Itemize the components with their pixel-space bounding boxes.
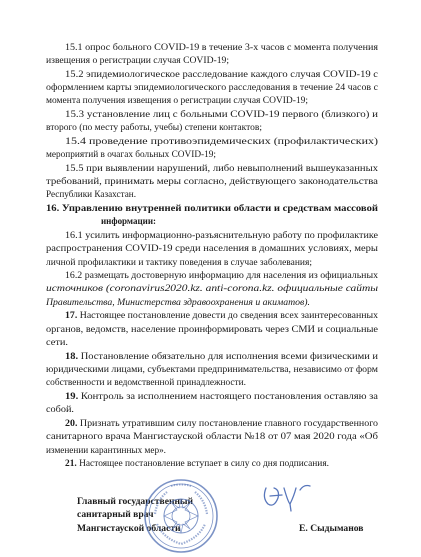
text-line: 15.5 при выявлении нарушений, либо невыполнений вышеуказанных [65,163,378,174]
text-line: извещения о регистрации случая COVID-19; [46,55,229,66]
text-line: 21. Настоящее постановление вступает в силу со дня подписания. [65,458,329,469]
text-line: собственности и ведомственной принадлежности. [46,377,246,388]
text-line: 15.4 проведение противоэпидемических (профилактических) [65,136,378,147]
text-line: изменении карантинных мер». [46,445,166,456]
official-seal-icon [143,478,219,554]
text-line: момента получения извещения о регистрации случая COVID-19; [46,95,308,106]
signature-title-line-2: санитарный врач [77,509,154,520]
text-line: 15.2 эпидемиологическое расследование каждого случая COVID-19 с [65,69,378,80]
text-line: сети. [46,337,68,348]
text-line: 16. Управлению внутренней политики области и средствам массовой [46,203,378,214]
text-line: органов, ведомств, население проинформировать через СМИ и социальные [46,324,379,335]
text-line: второго (по месту работы, учебы) степени контактов; [46,122,262,133]
text-line: 16.2 размещать достоверную информацию для населения из официальных [65,270,379,281]
clause-number: 17. [65,310,78,321]
text-line: собой. [46,404,74,415]
text-line: санитарного врача Мангистауской области №18 от 07 мая 2020 года «Об [46,431,378,442]
text-line: распространения COVID-19 среди населения в домашних условиях, меры [46,243,378,254]
text-line: 16.1 усилить информационно-разъяснительную работу по профилактике [65,230,378,241]
text-line: юридическими лицами, субъектами предпринимательства, независимо от форм [46,364,378,375]
clause-number: 20. [65,418,78,429]
clause-number: 19. [65,391,79,402]
text-line: 15.3 установление лиц с больными COVID-19 первого (близкого) и [65,109,378,120]
text-line: 17. Настоящее постановление довести до сведения всех заинтересованных [65,310,379,321]
signer-name: Е. Сыдыманов [299,523,364,534]
text-line: Республики Казахстан. [46,189,136,200]
text-line: 19. Контроль за исполнением настоящего постановления оставляю за [65,391,378,402]
text-line: мероприятий в очагах больных COVID-19; [46,149,216,160]
signature-title-line-3: Мангистауской области [77,523,181,534]
text-line: Правительства, Министерства здравоохранения и акиматов). [46,297,310,308]
text-line: требований, принимать меры согласно, действующего законодательства [46,176,378,187]
text-line: оформлением карты эпидемиологического расследования в течение 24 часов с [46,82,378,93]
handwritten-signature-icon [260,478,318,514]
text-line: 20. Признать утратившим силу постановление главного государственного [65,418,378,429]
text-line: 18. Постановление обязательно для исполнения всеми физическими и [65,351,378,362]
clause-number: 21. [65,458,77,469]
text-line: личной профилактики и тактику поведения в случае заболевания; [46,257,312,268]
text-line: источников (coronavirus2020.kz. anti-corona.kz. официальные сайты [46,283,378,294]
text-line: 15.1 опрос больного COVID-19 в течение 3-х часов с момента получения [65,42,378,53]
signature-title-line-1: Главный государственный [77,496,194,507]
text-line: информации: [101,216,156,227]
clause-number: 18. [65,351,79,362]
